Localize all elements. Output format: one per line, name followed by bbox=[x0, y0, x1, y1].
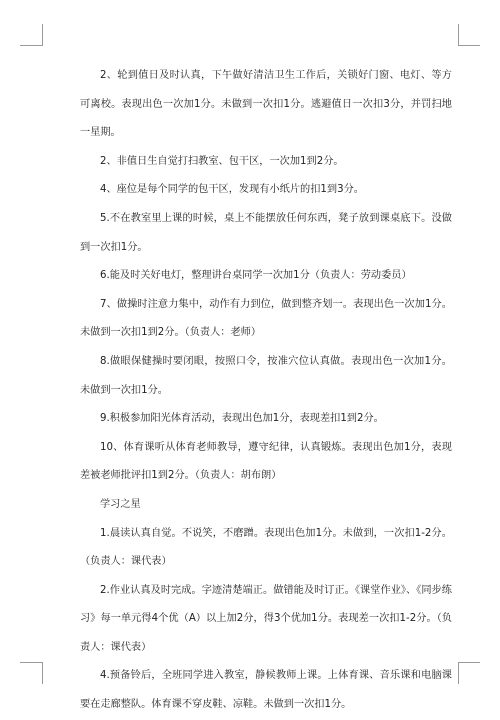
paragraph-non-duty-cleaning: 2、非值日生自觉打扫教室、包干区，一次加1到2分。 bbox=[100, 155, 344, 167]
document-body bbox=[80, 62, 452, 720]
paragraph-homework: 2.作业认真及时完成。字迹清楚端正。做错能及时订正。《课堂作业》、《同步练习》每一单元得4个优（A）以上加2分，得3个优加1分。表现差一次扣1-2分。（负责人：课代表） bbox=[80, 584, 452, 653]
crop-mark-top-right-horizontal bbox=[458, 45, 480, 46]
crop-mark-bottom-left-horizontal bbox=[20, 662, 42, 663]
paragraph-desk-empty: 5.不在教室里上课的时候，桌上不能摆放任何东西，凳子放到课桌底下。没做到一次扣1分。 bbox=[80, 212, 452, 253]
paragraph-duty-on-time: 2、轮到值日及时认真，下午做好清洁卫生工作后，关锁好门窗、电灯、等方可离校。表现出色一次加1分。未做到一次扣1分。逃避值日一次扣3分，并罚扫地一星期。 bbox=[80, 70, 452, 139]
paragraph-lights-off: 6.能及时关好电灯，整理讲台桌同学一次加1分（负责人：劳动委员） bbox=[100, 270, 412, 282]
crop-mark-bottom-right-horizontal bbox=[458, 662, 480, 663]
paragraph-bell-ready: 4.预备铃后，全班同学进入教室，静候教师上课。上体育课、音乐课和电脑课要在走廊整队。体育课不穿皮鞋、凉鞋。未做到一次扣1分。 bbox=[80, 670, 452, 711]
paragraph-eye-exercise: 8.做眼保健操时要闭眼，按照口令，按准穴位认真做。表现出色一次加1分。未做到一次扣1分。 bbox=[80, 355, 452, 396]
crop-mark-top-left-horizontal bbox=[20, 45, 42, 46]
crop-mark-bottom-right-vertical bbox=[458, 662, 459, 684]
crop-mark-top-left-vertical bbox=[42, 24, 43, 46]
paragraph-seat-area: 4、座位是每个同学的包干区，发现有小纸片的扣1到3分。 bbox=[100, 184, 364, 196]
crop-mark-top-right-vertical bbox=[458, 24, 459, 46]
paragraph-pe-class: 10、体育课听从体育老师教导，遵守纪律，认真锻炼。表现出色加1分，表现差被老师批评扣1到2分。（负责人：胡布朗） bbox=[80, 441, 452, 482]
paragraph-exercise: 7、做操时注意力集中，动作有力到位，做到整齐划一。表现出色一次加1分。未做到一次扣1到2分。（负责人：老师） bbox=[80, 298, 452, 339]
paragraph-sunshine-sports: 9.积极参加阳光体育活动，表现出色加1分，表现差扣1到2分。 bbox=[100, 413, 384, 425]
section-heading-study-star: 学习之星 bbox=[100, 498, 141, 510]
paragraph-morning-reading: 1.晨读认真自觉。不说笑，不磨蹭。表现出色加1分。未做到，一次扣1-2分。（负责人：课代表） bbox=[80, 527, 452, 568]
crop-mark-bottom-left-vertical bbox=[42, 662, 43, 684]
